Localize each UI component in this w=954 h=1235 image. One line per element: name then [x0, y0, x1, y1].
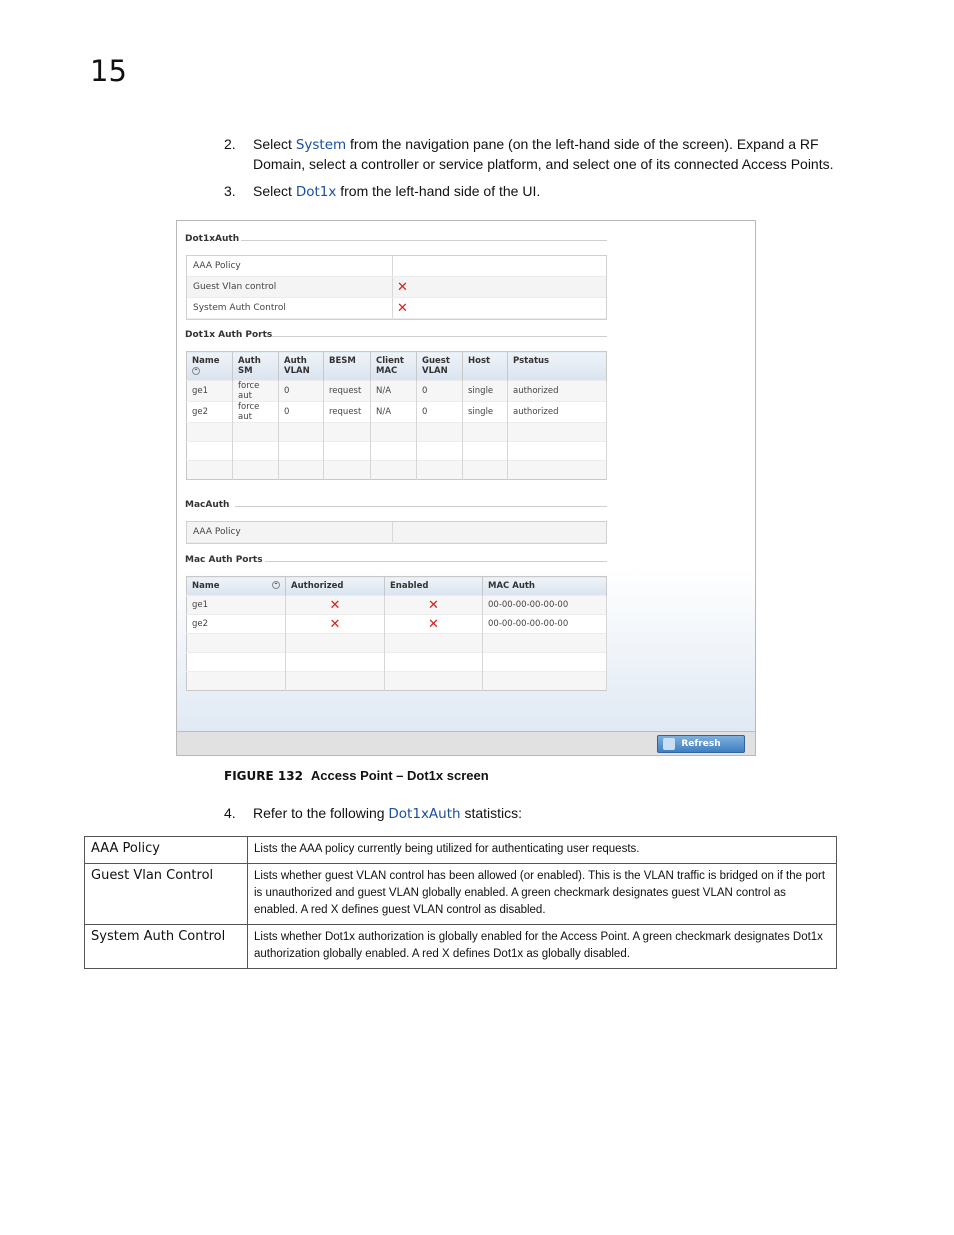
macauth-table — [186, 521, 607, 544]
system-link[interactable]: System — [295, 137, 347, 153]
button-bar — [177, 731, 755, 755]
table-row[interactable]: ge1 ✕ ✕ 00-00-00-00-00-00 — [187, 596, 607, 615]
empty-row — [187, 442, 607, 461]
empty-row — [187, 423, 607, 442]
col-client-mac[interactable]: Client MAC — [371, 352, 417, 381]
col-name[interactable]: Name ⌃ — [187, 577, 286, 596]
dot1x-screen — [176, 220, 756, 756]
figure-title: Access Point – Dot1x screen — [310, 768, 489, 783]
chapter-number: 15 — [90, 54, 127, 88]
red-x-icon: ✕ — [397, 301, 408, 316]
table-row — [85, 864, 837, 925]
table-row[interactable]: ge1 force aut 0 request N/A 0 single authorized — [187, 381, 607, 402]
macauth-title: MacAuth — [185, 500, 230, 510]
red-x-icon: ✕ — [385, 615, 483, 634]
table-row — [85, 925, 837, 969]
col-auth-sm[interactable]: Auth SM — [233, 352, 279, 381]
step-text: Select Dot1x from the left-hand side of the UI. — [253, 183, 541, 200]
step-number: 2. — [224, 136, 236, 152]
table-row — [85, 837, 837, 864]
col-besm[interactable]: BESM — [324, 352, 371, 381]
guest-vlan-row: Guest Vlan control ✕ — [187, 277, 606, 298]
step-number: 3. — [224, 183, 236, 199]
mac-ports-table — [186, 576, 607, 691]
col-auth-vlan[interactable]: Auth VLAN — [279, 352, 324, 381]
description: Lists whether guest VLAN control has been allowed (or enabled). This is the VLAN traffic is bridged on if the port is unauthorized and guest VLAN globally enabled. A green checkmark designates guest VLAN control as enabled. A red X defines guest VLAN control as disabled. — [248, 864, 837, 925]
definitions-table — [84, 836, 837, 969]
refresh-icon — [663, 738, 675, 750]
empty-row — [187, 461, 607, 480]
description: Lists the AAA policy currently being utilized for authenticating user requests. — [248, 837, 837, 864]
table-header — [187, 577, 607, 596]
table-header — [187, 352, 607, 381]
aaa-policy-row: AAA Policy — [187, 522, 606, 543]
term: AAA Policy — [85, 837, 248, 864]
red-x-icon: ✕ — [286, 596, 385, 615]
red-x-icon: ✕ — [397, 280, 408, 295]
red-x-icon: ✕ — [286, 615, 385, 634]
sort-icon[interactable]: ⌃ — [273, 582, 279, 589]
dot1x-link[interactable]: Dot1x — [295, 184, 337, 200]
table-row[interactable]: ge2 ✕ ✕ 00-00-00-00-00-00 — [187, 615, 607, 634]
system-auth-row: System Auth Control ✕ — [187, 298, 606, 319]
figure-caption — [224, 768, 489, 783]
sort-icon[interactable]: ⌃ — [193, 368, 199, 375]
col-mac-auth[interactable]: MAC Auth — [483, 577, 607, 596]
col-pstatus[interactable]: Pstatus — [508, 352, 607, 381]
col-name[interactable]: Name ⌃ — [187, 352, 233, 381]
col-guest-vlan[interactable]: Guest VLAN — [417, 352, 463, 381]
figure-label: FIGURE 132 — [224, 769, 303, 783]
divider — [265, 561, 607, 562]
step-text: Refer to the following Dot1xAuth statistics: — [253, 805, 523, 822]
empty-row — [187, 653, 607, 672]
mac-ports-title: Mac Auth Ports — [185, 555, 263, 565]
empty-row — [187, 634, 607, 653]
dot1x-ports-title: Dot1x Auth Ports — [185, 330, 273, 340]
red-x-icon: ✕ — [385, 596, 483, 615]
dot1xauth-table — [186, 255, 607, 320]
col-enabled[interactable]: Enabled — [385, 577, 483, 596]
dot1x-ports-table — [186, 351, 607, 480]
term: Guest Vlan Control — [85, 864, 248, 925]
divider — [272, 336, 607, 337]
divider — [235, 506, 607, 507]
divider — [241, 240, 607, 241]
step-text: Select System from the navigation pane (on the left-hand side of the screen). Expand a RF Domain, select a controller or service platform, and select one of its connected Access Points. — [253, 136, 834, 172]
description: Lists whether Dot1x authorization is globally enabled for the Access Point. A green checkmark designates Dot1x authorization globally enabled. A red X defines Dot1x as globally disabled. — [248, 925, 837, 969]
term: System Auth Control — [85, 925, 248, 969]
table-row[interactable]: ge2 force aut 0 request N/A 0 single authorized — [187, 402, 607, 423]
refresh-button[interactable]: Refresh — [657, 735, 745, 753]
aaa-policy-row: AAA Policy — [187, 256, 606, 277]
dot1xauth-link[interactable]: Dot1xAuth — [388, 806, 461, 822]
col-authorized[interactable]: Authorized — [286, 577, 385, 596]
dot1xauth-title: Dot1xAuth — [185, 234, 240, 244]
col-host[interactable]: Host — [463, 352, 508, 381]
empty-row — [187, 672, 607, 691]
step-number: 4. — [224, 805, 236, 821]
